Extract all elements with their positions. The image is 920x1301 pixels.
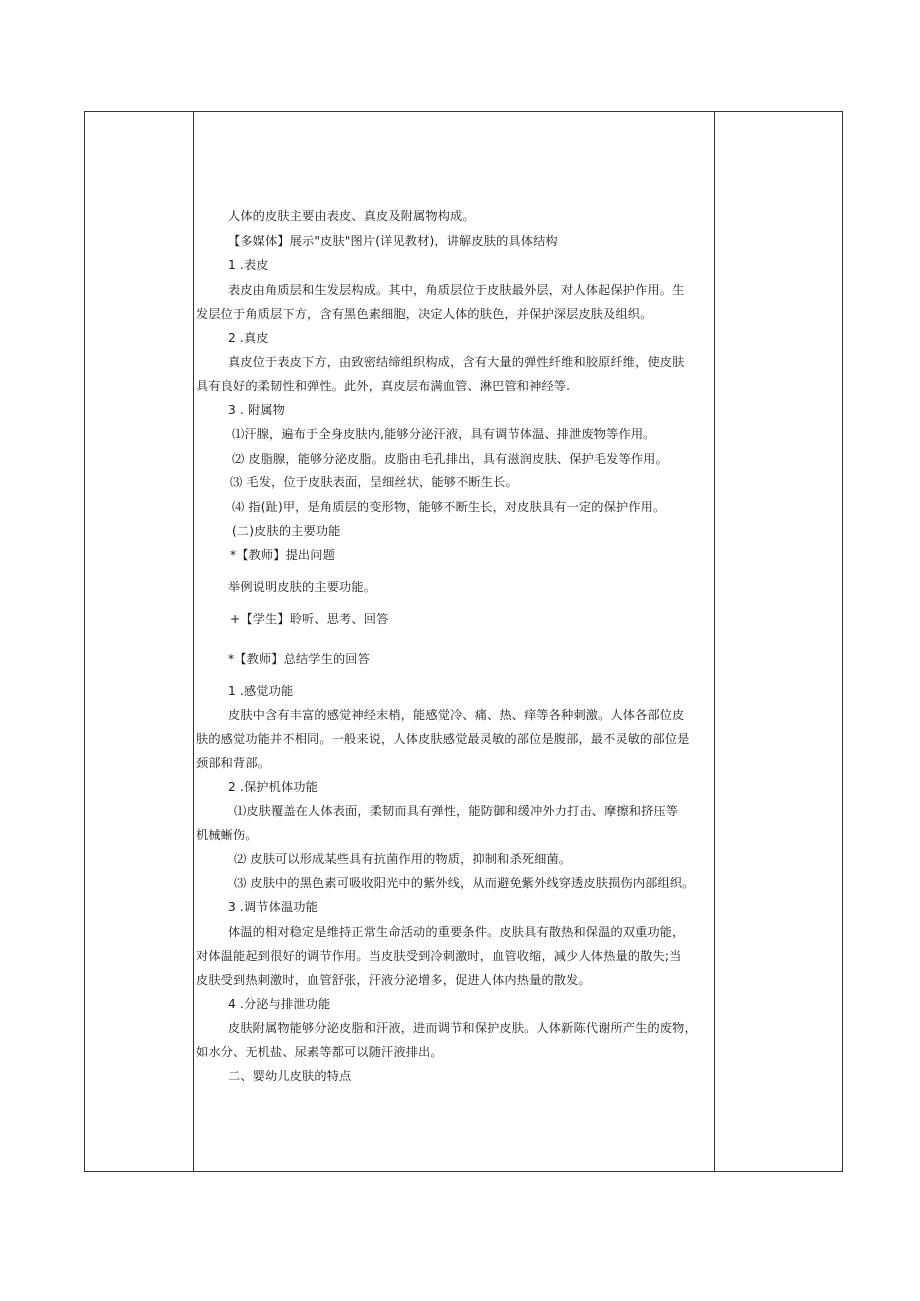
- heading-appendages: 3 . 附属物: [228, 403, 285, 417]
- item-protection-1a: ⑴皮肤覆盖在人体表面，柔韧而具有弹性，能防御和缓冲外力打击、摩擦和挤压等: [234, 804, 679, 818]
- item-protection-1b: 机械蜥伤。: [196, 828, 258, 842]
- teacher-summary: *【教师】总结学生的回答: [228, 652, 370, 666]
- heading-infant-skin: 二、婴幼儿皮肤的特点: [228, 1069, 352, 1083]
- paragraph-sensory-3: 颈部和背部。: [196, 756, 271, 770]
- item-nail: ⑷ 指(趾)甲，是角质层的变形物，能够不断生长，对皮肤具有一定的保护作用。: [232, 500, 666, 514]
- heading-thermoregulation: 3 .调节体温功能: [228, 900, 318, 914]
- paragraph-secretion-2: 如水分、无机盐、尿素等都可以随汗液排出。: [196, 1045, 443, 1059]
- left-column-divider: [193, 112, 194, 1171]
- heading-sensory: 1 .感觉功能: [228, 684, 294, 698]
- paragraph-sensory-1: 皮肤中含有丰富的感觉神经末梢，能感觉冷、痛、热、痒等各种刺激。人体各部位皮: [228, 708, 685, 722]
- paragraph-epidermis-2: 发层位于角质层下方，含有黑色素细胞，决定人体的肤色，并保护深层皮肤及组织。: [196, 307, 653, 321]
- paragraph-secretion-1: 皮肤附属物能够分泌皮脂和汗液，进而调节和保护皮肤。人体新陈代谢所产生的废物，: [228, 1021, 697, 1035]
- item-protection-3: ⑶ 皮肤中的黑色素可吸收阳光中的紫外线，从而避免紫外线穿透皮肤损伤内部组织。: [234, 876, 695, 890]
- right-column-divider: [714, 112, 715, 1171]
- item-hair: ⑶ 毛发，位于皮肤表面，呈细丝状，能够不断生长。: [230, 475, 518, 489]
- heading-secretion: 4 .分泌与排泄功能: [228, 997, 331, 1011]
- heading-dermis: 2 .真皮: [228, 331, 269, 345]
- item-sebaceous-gland: ⑵ 皮脂腺，能够分泌皮脂。皮脂由毛孔排出，具有滋润皮肤、保护毛发等作用。: [232, 452, 668, 466]
- lesson-table: [84, 111, 843, 1172]
- paragraph-dermis-2: 具有良好的柔韧性和弹性。此外，真皮层布满血管、淋巴管和神经等.: [196, 379, 571, 393]
- paragraph-thermo-2: 对体温能起到很好的调节作用。当皮肤受到冷刺激时，血管收缩，减少人体热量的散失;当: [196, 949, 682, 963]
- item-sweat-gland: ⑴汗腺，遍布于全身皮肤内,能够分泌汗液，具有调节体温、排泄废物等作用。: [232, 427, 656, 441]
- paragraph-thermo-1: 体温的相对稳定是维持正常生命活动的重要条件。皮肤具有散热和保温的双重功能，: [228, 925, 685, 939]
- question-text: 举例说明皮肤的主要功能。: [228, 580, 377, 594]
- heading-skin-functions: (二)皮肤的主要功能: [232, 524, 341, 538]
- paragraph-intro: 人体的皮肤主要由表皮、真皮及附属物构成。: [228, 209, 475, 223]
- heading-epidermis: 1 .表皮: [228, 258, 269, 272]
- paragraph-dermis-1: 真皮位于表皮下方，由致密结缔组织构成，含有大量的弹性纤维和胶原纤维，使皮肤: [228, 355, 685, 369]
- paragraph-sensory-2: 肤的感觉功能并不相同。一般来说，人体皮肤感觉最灵敏的部位是腹部，最不灵敏的部位是: [196, 732, 690, 746]
- teacher-question: *【教师】提出问题: [230, 548, 335, 562]
- heading-protection: 2 .保护机体功能: [228, 780, 318, 794]
- multimedia-note: 【多媒体】展示"皮肤"图片(详见教材)，讲解皮肤的具体结构: [228, 234, 558, 248]
- paragraph-epidermis-1: 表皮由角质层和生发层构成。其中，角质层位于皮肤最外层，对人体起保护作用。生: [228, 283, 685, 297]
- student-response: +【学生】聆听、思考、回答: [230, 612, 389, 626]
- paragraph-thermo-3: 皮肤受到热刺激时，血管舒张，汗液分泌增多，促进人体内热量的散发。: [196, 973, 591, 987]
- item-protection-2: ⑵ 皮肤可以形成某些具有抗菌作用的物质，抑制和杀死细菌。: [234, 852, 572, 866]
